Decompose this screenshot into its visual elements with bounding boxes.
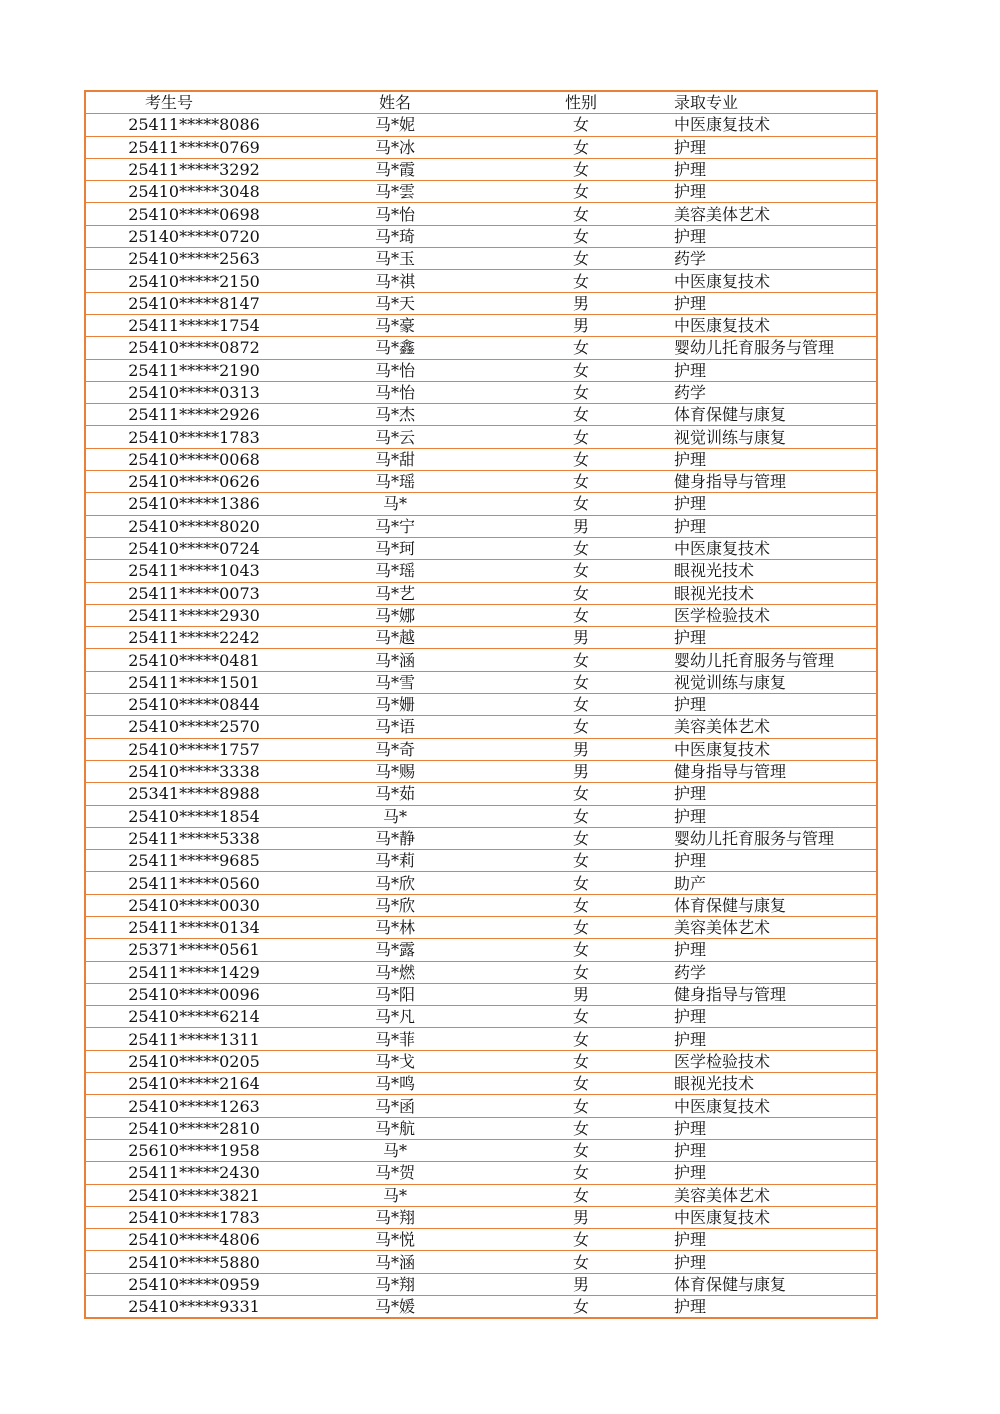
major-cell: 婴幼儿托育服务与管理 xyxy=(674,649,877,671)
admission-table xyxy=(84,90,878,1319)
table-row xyxy=(85,604,877,626)
table-row xyxy=(85,939,877,961)
exam-id-cell: 25410*****0724 xyxy=(85,537,302,559)
gender-cell: 女 xyxy=(488,872,674,894)
exam-id-cell: 25410*****2563 xyxy=(85,248,302,270)
name-cell: 马*瑶 xyxy=(302,560,488,582)
gender-cell: 女 xyxy=(488,337,674,359)
name-cell: 马*航 xyxy=(302,1117,488,1139)
exam-id-cell: 25410*****1263 xyxy=(85,1095,302,1117)
exam-id-cell: 25341*****8988 xyxy=(85,783,302,805)
name-cell: 马*越 xyxy=(302,627,488,649)
name-cell: 马* xyxy=(302,493,488,515)
name-cell: 马*琦 xyxy=(302,225,488,247)
exam-id-cell: 25410*****1757 xyxy=(85,738,302,760)
name-cell: 马*祺 xyxy=(302,270,488,292)
exam-id-cell: 25410*****1783 xyxy=(85,426,302,448)
major-cell: 中医康复技术 xyxy=(674,114,877,136)
major-cell: 视觉训练与康复 xyxy=(674,671,877,693)
exam-id-cell: 25410*****0481 xyxy=(85,649,302,671)
major-cell: 医学检验技术 xyxy=(674,604,877,626)
gender-cell: 女 xyxy=(488,1028,674,1050)
table-row xyxy=(85,426,877,448)
gender-cell: 男 xyxy=(488,760,674,782)
gender-cell: 男 xyxy=(488,1273,674,1295)
major-cell: 护理 xyxy=(674,1229,877,1251)
table-row xyxy=(85,872,877,894)
exam-id-cell: 25411*****2190 xyxy=(85,359,302,381)
gender-cell: 女 xyxy=(488,827,674,849)
major-cell: 护理 xyxy=(674,1006,877,1028)
gender-cell: 女 xyxy=(488,805,674,827)
major-cell: 中医康复技术 xyxy=(674,1095,877,1117)
table-row xyxy=(85,493,877,515)
name-cell: 马*涵 xyxy=(302,1251,488,1273)
exam-id-cell: 25410*****2164 xyxy=(85,1073,302,1095)
gender-cell: 女 xyxy=(488,716,674,738)
table-row xyxy=(85,114,877,136)
name-cell: 马*玉 xyxy=(302,248,488,270)
name-cell: 马*翔 xyxy=(302,1273,488,1295)
table-row xyxy=(85,827,877,849)
name-cell: 马*雲 xyxy=(302,181,488,203)
gender-cell: 女 xyxy=(488,471,674,493)
major-cell: 健身指导与管理 xyxy=(674,983,877,1005)
table-row xyxy=(85,560,877,582)
table-row xyxy=(85,1162,877,1184)
major-cell: 护理 xyxy=(674,493,877,515)
major-cell: 护理 xyxy=(674,448,877,470)
gender-cell: 女 xyxy=(488,248,674,270)
name-cell: 马*豪 xyxy=(302,314,488,336)
major-cell: 婴幼儿托育服务与管理 xyxy=(674,827,877,849)
table-row xyxy=(85,225,877,247)
major-cell: 医学检验技术 xyxy=(674,1050,877,1072)
gender-cell: 女 xyxy=(488,1139,674,1161)
name-cell: 马*艺 xyxy=(302,582,488,604)
major-cell: 护理 xyxy=(674,783,877,805)
table-row xyxy=(85,1139,877,1161)
exam-id-cell: 25411*****9685 xyxy=(85,850,302,872)
table-row xyxy=(85,448,877,470)
gender-cell: 女 xyxy=(488,270,674,292)
gender-cell: 女 xyxy=(488,225,674,247)
major-cell: 护理 xyxy=(674,1117,877,1139)
major-cell: 视觉训练与康复 xyxy=(674,426,877,448)
name-cell: 马*云 xyxy=(302,426,488,448)
gender-cell: 女 xyxy=(488,136,674,158)
major-cell: 护理 xyxy=(674,292,877,314)
name-cell: 马*鸣 xyxy=(302,1073,488,1095)
major-cell: 眼视光技术 xyxy=(674,560,877,582)
table-row xyxy=(85,1050,877,1072)
header-major: 录取专业 xyxy=(674,91,877,114)
name-cell: 马*函 xyxy=(302,1095,488,1117)
exam-id-cell: 25610*****1958 xyxy=(85,1139,302,1161)
exam-id-cell: 25410*****0872 xyxy=(85,337,302,359)
exam-id-cell: 25411*****8086 xyxy=(85,114,302,136)
name-cell: 马*媛 xyxy=(302,1296,488,1319)
name-cell: 马*戈 xyxy=(302,1050,488,1072)
gender-cell: 女 xyxy=(488,961,674,983)
gender-cell: 女 xyxy=(488,448,674,470)
major-cell: 体育保健与康复 xyxy=(674,404,877,426)
table-row xyxy=(85,248,877,270)
table-row xyxy=(85,158,877,180)
name-cell: 马*燃 xyxy=(302,961,488,983)
major-cell: 护理 xyxy=(674,359,877,381)
name-cell: 马*妮 xyxy=(302,114,488,136)
name-cell: 马*翔 xyxy=(302,1206,488,1228)
major-cell: 护理 xyxy=(674,939,877,961)
table-row xyxy=(85,203,877,225)
table-row xyxy=(85,1028,877,1050)
table-row xyxy=(85,916,877,938)
name-cell: 马*冰 xyxy=(302,136,488,158)
exam-id-cell: 25410*****4806 xyxy=(85,1229,302,1251)
gender-cell: 男 xyxy=(488,292,674,314)
major-cell: 护理 xyxy=(674,805,877,827)
gender-cell: 女 xyxy=(488,1050,674,1072)
name-cell: 马* xyxy=(302,1184,488,1206)
major-cell: 美容美体艺术 xyxy=(674,916,877,938)
header-gender: 性别 xyxy=(488,91,674,114)
name-cell: 马* xyxy=(302,805,488,827)
table-row xyxy=(85,1117,877,1139)
name-cell: 马*阳 xyxy=(302,983,488,1005)
exam-id-cell: 25411*****1429 xyxy=(85,961,302,983)
gender-cell: 女 xyxy=(488,158,674,180)
major-cell: 中医康复技术 xyxy=(674,1206,877,1228)
table-row xyxy=(85,1296,877,1319)
name-cell: 马*天 xyxy=(302,292,488,314)
table-row xyxy=(85,1229,877,1251)
table-row xyxy=(85,894,877,916)
exam-id-cell: 25410*****2570 xyxy=(85,716,302,738)
table-row xyxy=(85,1073,877,1095)
gender-cell: 女 xyxy=(488,604,674,626)
gender-cell: 女 xyxy=(488,537,674,559)
major-cell: 护理 xyxy=(674,1162,877,1184)
table-row xyxy=(85,270,877,292)
table-row xyxy=(85,1095,877,1117)
exam-id-cell: 25410*****8147 xyxy=(85,292,302,314)
major-cell: 护理 xyxy=(674,181,877,203)
table-row xyxy=(85,1006,877,1028)
exam-id-cell: 25410*****3338 xyxy=(85,760,302,782)
major-cell: 中医康复技术 xyxy=(674,314,877,336)
gender-cell: 男 xyxy=(488,1206,674,1228)
table-row xyxy=(85,1184,877,1206)
major-cell: 中医康复技术 xyxy=(674,270,877,292)
table-row xyxy=(85,359,877,381)
name-cell: 马*露 xyxy=(302,939,488,961)
table-row xyxy=(85,783,877,805)
gender-cell: 女 xyxy=(488,1251,674,1273)
name-cell: 马*林 xyxy=(302,916,488,938)
gender-cell: 男 xyxy=(488,515,674,537)
table-row xyxy=(85,471,877,493)
major-cell: 护理 xyxy=(674,850,877,872)
major-cell: 护理 xyxy=(674,1139,877,1161)
gender-cell: 女 xyxy=(488,381,674,403)
exam-id-cell: 25411*****5338 xyxy=(85,827,302,849)
exam-id-cell: 25410*****9331 xyxy=(85,1296,302,1319)
gender-cell: 女 xyxy=(488,916,674,938)
table-row xyxy=(85,136,877,158)
major-cell: 护理 xyxy=(674,1028,877,1050)
major-cell: 中医康复技术 xyxy=(674,738,877,760)
exam-id-cell: 25411*****2930 xyxy=(85,604,302,626)
name-cell: 马* xyxy=(302,1139,488,1161)
exam-id-cell: 25411*****1311 xyxy=(85,1028,302,1050)
gender-cell: 女 xyxy=(488,694,674,716)
exam-id-cell: 25410*****0068 xyxy=(85,448,302,470)
major-cell: 健身指导与管理 xyxy=(674,471,877,493)
table-row xyxy=(85,805,877,827)
exam-id-cell: 25410*****0205 xyxy=(85,1050,302,1072)
name-cell: 马*怡 xyxy=(302,203,488,225)
gender-cell: 女 xyxy=(488,1095,674,1117)
gender-cell: 女 xyxy=(488,582,674,604)
major-cell: 眼视光技术 xyxy=(674,1073,877,1095)
name-cell: 马*茹 xyxy=(302,783,488,805)
gender-cell: 男 xyxy=(488,314,674,336)
name-cell: 马*怡 xyxy=(302,359,488,381)
name-cell: 马*瑶 xyxy=(302,471,488,493)
exam-id-cell: 25410*****0959 xyxy=(85,1273,302,1295)
major-cell: 药学 xyxy=(674,248,877,270)
gender-cell: 女 xyxy=(488,671,674,693)
major-cell: 护理 xyxy=(674,627,877,649)
exam-id-cell: 25410*****0844 xyxy=(85,694,302,716)
gender-cell: 女 xyxy=(488,894,674,916)
name-cell: 马*宁 xyxy=(302,515,488,537)
gender-cell: 女 xyxy=(488,1117,674,1139)
table-row xyxy=(85,537,877,559)
gender-cell: 女 xyxy=(488,1184,674,1206)
gender-cell: 女 xyxy=(488,649,674,671)
table-row xyxy=(85,337,877,359)
exam-id-cell: 25410*****0313 xyxy=(85,381,302,403)
header-name: 姓名 xyxy=(302,91,488,114)
name-cell: 马*娜 xyxy=(302,604,488,626)
gender-cell: 女 xyxy=(488,850,674,872)
gender-cell: 女 xyxy=(488,359,674,381)
gender-cell: 女 xyxy=(488,1073,674,1095)
name-cell: 马*珂 xyxy=(302,537,488,559)
major-cell: 药学 xyxy=(674,961,877,983)
name-cell: 马*凡 xyxy=(302,1006,488,1028)
name-cell: 马*贺 xyxy=(302,1162,488,1184)
exam-id-cell: 25411*****2430 xyxy=(85,1162,302,1184)
major-cell: 护理 xyxy=(674,158,877,180)
table-row xyxy=(85,1251,877,1273)
name-cell: 马*欣 xyxy=(302,872,488,894)
gender-cell: 女 xyxy=(488,783,674,805)
exam-id-cell: 25140*****0720 xyxy=(85,225,302,247)
table-row xyxy=(85,983,877,1005)
major-cell: 护理 xyxy=(674,515,877,537)
gender-cell: 女 xyxy=(488,203,674,225)
exam-id-cell: 25410*****0030 xyxy=(85,894,302,916)
exam-id-cell: 25411*****3292 xyxy=(85,158,302,180)
exam-id-cell: 25410*****3048 xyxy=(85,181,302,203)
exam-id-cell: 25410*****1783 xyxy=(85,1206,302,1228)
gender-cell: 女 xyxy=(488,1229,674,1251)
name-cell: 马*悦 xyxy=(302,1229,488,1251)
name-cell: 马*欣 xyxy=(302,894,488,916)
exam-id-cell: 25410*****8020 xyxy=(85,515,302,537)
name-cell: 马*语 xyxy=(302,716,488,738)
gender-cell: 女 xyxy=(488,1006,674,1028)
exam-id-cell: 25411*****0134 xyxy=(85,916,302,938)
table-row xyxy=(85,627,877,649)
exam-id-cell: 25411*****2242 xyxy=(85,627,302,649)
table-row xyxy=(85,649,877,671)
table-row xyxy=(85,716,877,738)
gender-cell: 女 xyxy=(488,114,674,136)
major-cell: 护理 xyxy=(674,694,877,716)
exam-id-cell: 25411*****1501 xyxy=(85,671,302,693)
major-cell: 护理 xyxy=(674,1296,877,1319)
table-body xyxy=(85,114,877,1319)
gender-cell: 男 xyxy=(488,983,674,1005)
gender-cell: 女 xyxy=(488,404,674,426)
name-cell: 马*雪 xyxy=(302,671,488,693)
table-row xyxy=(85,314,877,336)
major-cell: 健身指导与管理 xyxy=(674,760,877,782)
exam-id-cell: 25371*****0561 xyxy=(85,939,302,961)
exam-id-cell: 25410*****0096 xyxy=(85,983,302,1005)
major-cell: 体育保健与康复 xyxy=(674,894,877,916)
name-cell: 马*静 xyxy=(302,827,488,849)
gender-cell: 女 xyxy=(488,939,674,961)
table-row xyxy=(85,582,877,604)
major-cell: 护理 xyxy=(674,225,877,247)
table-row xyxy=(85,760,877,782)
major-cell: 中医康复技术 xyxy=(674,537,877,559)
major-cell: 药学 xyxy=(674,381,877,403)
gender-cell: 女 xyxy=(488,1296,674,1319)
exam-id-cell: 25410*****3821 xyxy=(85,1184,302,1206)
name-cell: 马*霞 xyxy=(302,158,488,180)
table-row xyxy=(85,181,877,203)
name-cell: 马*杰 xyxy=(302,404,488,426)
header-row xyxy=(85,91,877,114)
major-cell: 眼视光技术 xyxy=(674,582,877,604)
exam-id-cell: 25411*****2926 xyxy=(85,404,302,426)
gender-cell: 女 xyxy=(488,560,674,582)
table-row xyxy=(85,694,877,716)
table-row xyxy=(85,381,877,403)
major-cell: 婴幼儿托育服务与管理 xyxy=(674,337,877,359)
exam-id-cell: 25410*****0698 xyxy=(85,203,302,225)
exam-id-cell: 25411*****1754 xyxy=(85,314,302,336)
name-cell: 马*鑫 xyxy=(302,337,488,359)
table-row xyxy=(85,1273,877,1295)
name-cell: 马*姗 xyxy=(302,694,488,716)
table-row xyxy=(85,850,877,872)
exam-id-cell: 25411*****0560 xyxy=(85,872,302,894)
exam-id-cell: 25410*****0626 xyxy=(85,471,302,493)
name-cell: 马*菲 xyxy=(302,1028,488,1050)
major-cell: 美容美体艺术 xyxy=(674,203,877,225)
gender-cell: 女 xyxy=(488,426,674,448)
name-cell: 马*怡 xyxy=(302,381,488,403)
name-cell: 马*奇 xyxy=(302,738,488,760)
exam-id-cell: 25410*****2810 xyxy=(85,1117,302,1139)
exam-id-cell: 25411*****0769 xyxy=(85,136,302,158)
name-cell: 马*赐 xyxy=(302,760,488,782)
table-row xyxy=(85,515,877,537)
major-cell: 美容美体艺术 xyxy=(674,716,877,738)
gender-cell: 男 xyxy=(488,627,674,649)
major-cell: 护理 xyxy=(674,1251,877,1273)
table-row xyxy=(85,738,877,760)
gender-cell: 女 xyxy=(488,493,674,515)
major-cell: 体育保健与康复 xyxy=(674,1273,877,1295)
table-row xyxy=(85,1206,877,1228)
major-cell: 助产 xyxy=(674,872,877,894)
table-row xyxy=(85,292,877,314)
exam-id-cell: 25410*****1386 xyxy=(85,493,302,515)
name-cell: 马*甜 xyxy=(302,448,488,470)
gender-cell: 男 xyxy=(488,738,674,760)
exam-id-cell: 25410*****1854 xyxy=(85,805,302,827)
table-row xyxy=(85,671,877,693)
header-exam-id: 考生号 xyxy=(85,91,302,114)
exam-id-cell: 25410*****5880 xyxy=(85,1251,302,1273)
gender-cell: 女 xyxy=(488,1162,674,1184)
name-cell: 马*莉 xyxy=(302,850,488,872)
exam-id-cell: 25411*****0073 xyxy=(85,582,302,604)
major-cell: 护理 xyxy=(674,136,877,158)
gender-cell: 女 xyxy=(488,181,674,203)
major-cell: 美容美体艺术 xyxy=(674,1184,877,1206)
exam-id-cell: 25410*****2150 xyxy=(85,270,302,292)
name-cell: 马*涵 xyxy=(302,649,488,671)
exam-id-cell: 25411*****1043 xyxy=(85,560,302,582)
exam-id-cell: 25410*****6214 xyxy=(85,1006,302,1028)
table-row xyxy=(85,404,877,426)
table-row xyxy=(85,961,877,983)
